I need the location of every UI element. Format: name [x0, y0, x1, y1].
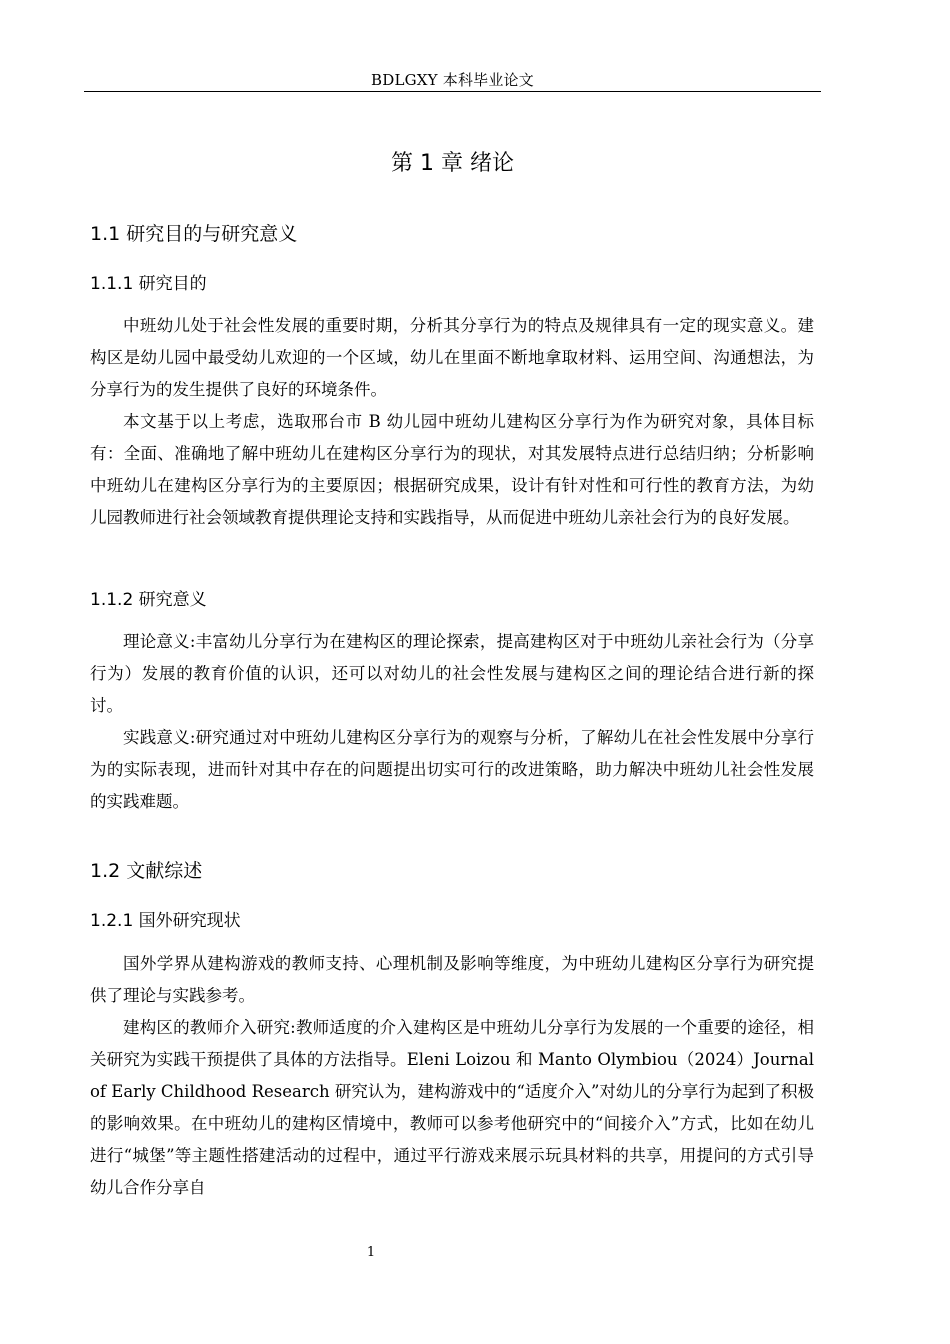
paragraph-foreign-2: 建构区的教师介入研究:教师适度的介入建构区是中班幼儿分享行为发展的一个重要的途径，相关研究为实践干预提供了具体的方法指导。Eleni Loizou 和 Manto Olymbiou（2024）Journal of Early Childhood Research 研究认为，建构游戏中的“适度介入”对幼儿的分享行为起到了积极的影响效果。在中班幼儿的建构区情境中，教师可以参考他研究中的“间接介入”方式，比如在幼儿进行“城堡”等主题性搭建活动的过程中，通过平行游戏来展示玩具材料的共享，用提问的方式引导幼儿合作分享自 — [90, 1018, 814, 1197]
paragraph-purpose-1: 中班幼儿处于社会性发展的重要时期，分析其分享行为的特点及规律具有一定的现实意义。建构区是幼儿园中最受幼儿欢迎的一个区域，幼儿在里面不断地拿取材料、运用空间、沟通想法，为分享行为的发生提供了良好的环境条件。 — [90, 316, 814, 399]
section-heading-1-2-1: 1.2.1 国外研究现状 — [90, 911, 241, 931]
section-heading-1-1-2: 1.1.2 研究意义 — [90, 590, 207, 610]
paragraph-significance-1: 理论意义:丰富幼儿分享行为在建构区的理论探索，提高建构区对于中班幼儿亲社会行为（分享行为）发展的教育价值的认识，还可以对幼儿的社会性发展与建构区之间的理论结合进行新的探讨。 — [90, 632, 814, 715]
paragraph-purpose-2: 本文基于以上考虑，选取邢台市 B 幼儿园中班幼儿建构区分享行为作为研究对象，具体目标有：全面、准确地了解中班幼儿在建构区分享行为的现状，对其发展特点进行总结归纳；分析影响中班幼儿在建构区分享行为的主要原因；根据研究成果，设计有针对性和可行性的教育方法，为幼儿园教师进行社会领域教育提供理论支持和实践指导，从而促进中班幼儿亲社会行为的良好发展。 — [90, 412, 814, 527]
section-heading-1-1: 1.1 研究目的与研究意义 — [90, 223, 298, 245]
paragraph-foreign-1: 国外学界从建构游戏的教师支持、心理机制及影响等维度，为中班幼儿建构区分享行为研究提供了理论与实践参考。 — [90, 954, 814, 1005]
chapter-title: 第 1 章 绪论 — [391, 151, 514, 176]
page-number: 1 — [366, 1245, 376, 1260]
header-rule — [84, 91, 821, 92]
running-header: BDLGXY 本科毕业论文 — [371, 71, 534, 89]
section-heading-1-1-1: 1.1.1 研究目的 — [90, 274, 207, 294]
paragraph-significance-2: 实践意义:研究通过对中班幼儿建构区分享行为的观察与分析，了解幼儿在社会性发展中分享行为的实际表现，进而针对其中存在的问题提出切实可行的改进策略，助力解决中班幼儿社会性发展的实践难题。 — [90, 728, 814, 811]
section-heading-1-2: 1.2 文献综述 — [90, 860, 203, 882]
